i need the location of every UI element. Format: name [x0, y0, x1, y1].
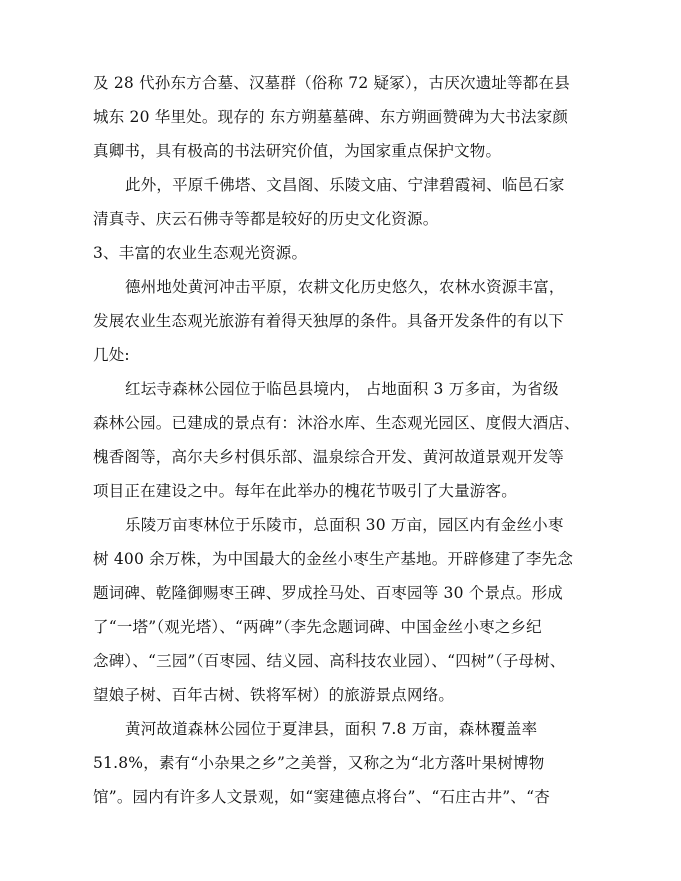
text-line-18: 念碑）、“三园”（百枣园、结义园、高科技农业园）、“四树”（子母树、: [93, 652, 566, 670]
text-line-21: 51.8%，素有“小杂果之乡”之美誉，又称之为“北方落叶果树博物: [93, 754, 545, 772]
text-line-9: 几处:: [93, 346, 130, 364]
text-line-16: 题词碑、乾隆御赐枣王碑、罗成拴马处、百枣园等 30 个景点。形成: [93, 584, 563, 602]
text-line-4: 此外，平原千佛塔、文昌阁、乐陵文庙、宁津碧霞祠、临邑石家: [125, 176, 565, 194]
text-line-2: 城东 20 华里处。现存的 东方朔墓墓碑、东方朔画赞碑为大书法家颜: [93, 108, 569, 126]
text-line-14: 乐陵万亩枣林位于乐陵市，总面积 30 万亩，园区内有金丝小枣: [125, 516, 564, 534]
text-line-3: 真卿书，具有极高的书法研究价值，为国家重点保护文物。: [93, 142, 502, 160]
section-heading: 3、丰富的农业生态观光资源。: [93, 244, 308, 262]
text-line-19: 望娘子树、百年古树、铁将军树）的旅游景点网络。: [93, 686, 455, 704]
text-line-8: 发展农业生态观光旅游有着得天独厚的条件。具备开发条件的有以下: [93, 312, 565, 330]
text-line-22: 馆”。园内有许多人文景观，如“窦建德点将台”、“石庄古井”、“杏: [93, 788, 550, 806]
text-line-13: 项目正在建设之中。每年在此举办的槐花节吸引了大量游客。: [93, 482, 517, 500]
text-line-10: 红坛寺森林公园位于临邑县境内， 占地面积 3 万多亩，为省级: [125, 380, 559, 398]
text-line-11: 森林公园。已建成的景点有：沐浴水库、生态观光园区、度假大酒店、: [93, 414, 580, 432]
text-line-1: 及 28 代孙东方合墓、汉墓群（俗称 72 疑冢），古厌次遗址等都在县: [93, 74, 570, 92]
text-line-17: 了“一塔”（观光塔）、“两碑”（李先念题词碑、中国金丝小枣之乡纪: [93, 618, 542, 636]
text-line-15: 树 400 余万株，为中国最大的金丝小枣生产基地。开辟修建了李先念: [93, 550, 574, 568]
text-line-20: 黄河故道森林公园位于夏津县，面积 7.8 万亩，森林覆盖率: [125, 720, 538, 738]
text-line-7: 德州地处黄河冲击平原，农耕文化历史悠久，农林水资源丰富，: [125, 278, 565, 296]
text-line-12: 槐香阁等，高尔夫乡村俱乐部、温泉综合开发、黄河故道景观开发等: [93, 448, 565, 466]
text-line-5: 清真寺、庆云石佛寺等都是较好的历史文化资源。: [93, 210, 439, 228]
